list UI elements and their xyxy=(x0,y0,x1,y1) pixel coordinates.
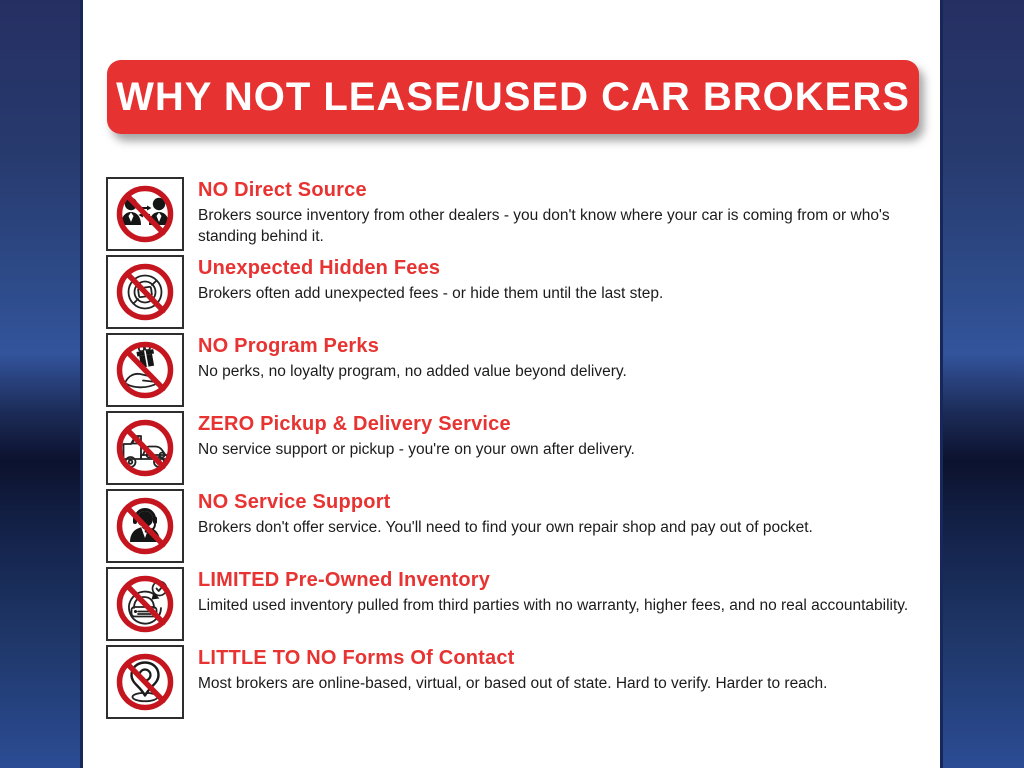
no-people-exchange-icon xyxy=(106,177,184,251)
no-gift-in-hand-icon xyxy=(106,333,184,407)
page-title: WHY NOT LEASE/USED CAR BROKERS xyxy=(116,74,910,119)
no-location-pin-icon xyxy=(106,645,184,719)
list-item xyxy=(106,411,918,485)
content-panel xyxy=(83,0,940,768)
no-tow-truck-icon xyxy=(106,411,184,485)
reasons-list xyxy=(106,177,918,723)
item-heading: Unexpected Hidden Fees xyxy=(198,257,441,279)
right-panel-edge xyxy=(940,0,943,768)
list-item xyxy=(106,333,918,407)
item-heading: NO Program Perks xyxy=(198,335,380,357)
item-body: Limited used inventory pulled from third parties with no warranty, higher fees, and no real accountability. xyxy=(198,597,909,614)
item-body: No service support or pickup - you're on your own after delivery. xyxy=(198,441,635,458)
item-heading: LITTLE TO NO Forms Of Contact xyxy=(198,647,515,669)
list-item xyxy=(106,645,918,719)
list-item xyxy=(106,567,918,641)
list-item xyxy=(106,489,918,563)
title-banner xyxy=(107,60,919,134)
item-body: Most brokers are online-based, virtual, or based out of state. Hard to verify. Harder to reach. xyxy=(198,675,828,692)
item-body: Brokers source inventory from other dealers - you don't know where your car is coming from or who's standing behind it. xyxy=(198,207,890,246)
item-heading: LIMITED Pre-Owned Inventory xyxy=(198,569,491,591)
no-used-car-icon xyxy=(106,567,184,641)
item-heading: ZERO Pickup & Delivery Service xyxy=(198,413,511,435)
item-body: No perks, no loyalty program, no added value beyond delivery. xyxy=(198,363,627,380)
item-body: Brokers don't offer service. You'll need to find your own repair shop and pay out of pocket. xyxy=(198,519,813,536)
list-item xyxy=(106,177,918,251)
item-heading: NO Service Support xyxy=(198,491,391,513)
no-support-agent-icon xyxy=(106,489,184,563)
item-body: Brokers often add unexpected fees - or hide them until the last step. xyxy=(198,285,664,302)
item-heading: NO Direct Source xyxy=(198,179,367,201)
list-item xyxy=(106,255,918,329)
no-steering-wheel-icon xyxy=(106,255,184,329)
